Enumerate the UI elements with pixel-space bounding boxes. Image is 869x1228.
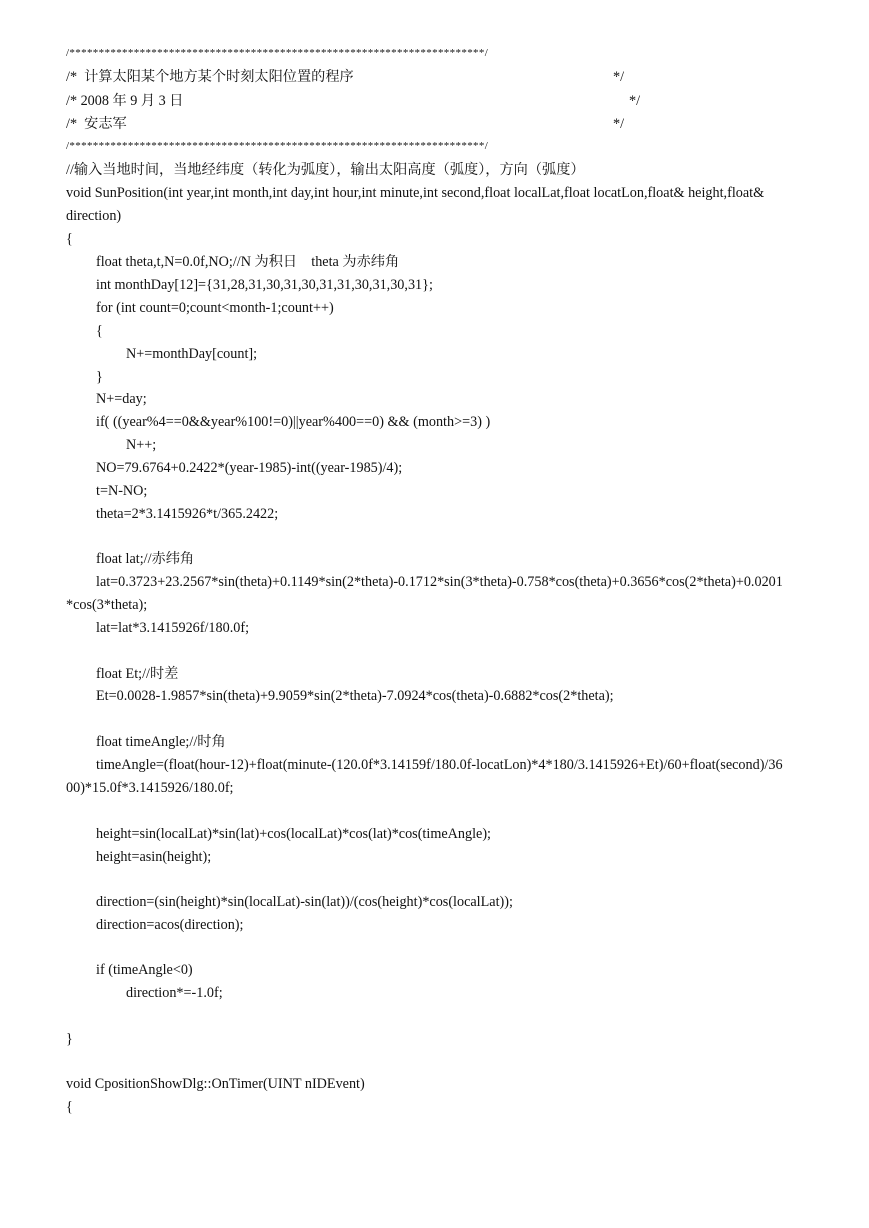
header-date-comment: /* 2008 年 9 月 3 日: [66, 93, 184, 109]
code-line-for: for (int count=0;count<month-1;count++): [96, 300, 334, 316]
code-line-direction-negate: direction*=-1.0f;: [126, 985, 223, 1001]
code-line-timeangle-decl: float timeAngle;//时角: [96, 734, 226, 750]
code-line-et-formula: Et=0.0028-1.9857*sin(theta)+9.9059*sin(2*theta)-7.0924*cos(theta)-0.6882*cos(2*theta);: [96, 688, 614, 704]
intro-comment: //输入当地时间，当地经纬度（转化为弧度），输出太阳高度（弧度），方向（弧度）: [66, 162, 585, 178]
code-line-lat-rad: lat=lat*3.1415926f/180.0f;: [96, 620, 250, 636]
code-line-t: t=N-NO;: [96, 483, 148, 499]
code-line-leap-if: if( ((year%4==0&&year%100!=0)||year%400==0) && (month>=3) ): [96, 414, 491, 430]
code-line-direction-calc: direction=(sin(height)*sin(localLat)-sin(lat))/(cos(height)*cos(localLat));: [96, 894, 513, 910]
code-line-for-open: {: [96, 323, 103, 339]
header-author-comment: /* 安志军: [66, 116, 127, 132]
function-close-brace: }: [66, 1031, 73, 1047]
code-line-timeangle-formula-cont: 00)*15.0f*3.1415926/180.0f;: [66, 780, 234, 796]
function-signature-line1: void SunPosition(int year,int month,int day,int hour,int minute,int second,float localLat,float locatLon,float& height,float&: [66, 185, 765, 201]
code-line-et-decl: float Et;//时差: [96, 666, 179, 682]
code-line-lat-formula-cont: *cos(3*theta);: [66, 597, 148, 613]
header-author-comment-end: */: [613, 116, 625, 132]
header-rule-bottom: /***********************************************************************/: [66, 140, 489, 152]
code-line-monthday: int monthDay[12]={31,28,31,30,31,30,31,31,30,31,30,31};: [96, 277, 433, 293]
function-open-brace: {: [66, 231, 73, 247]
code-line-height-calc: height=sin(localLat)*sin(lat)+cos(localLat)*cos(lat)*cos(timeAngle);: [96, 826, 491, 842]
function-signature-line2: direction): [66, 208, 122, 224]
code-line-height-asin: height=asin(height);: [96, 849, 212, 865]
code-line-decl: float theta,t,N=0.0f,NO;//N 为积日 theta 为赤纬角: [96, 254, 400, 270]
code-line-nday: N+=day;: [96, 391, 147, 407]
header-title-comment: /* 计算太阳某个地方某个时刻太阳位置的程序: [66, 69, 354, 85]
ontimer-signature: void CpositionShowDlg::OnTimer(UINT nIDEvent): [66, 1076, 365, 1092]
code-line-no: NO=79.6764+0.2422*(year-1985)-int((year-1985)/4);: [96, 460, 403, 476]
header-date-comment-end: */: [629, 93, 641, 109]
code-line-lat-decl: float lat;//赤纬角: [96, 551, 195, 567]
code-line-ninc: N++;: [126, 437, 157, 453]
header-title-comment-end: */: [613, 69, 625, 85]
header-rule-top: /***********************************************************************/: [66, 47, 489, 59]
code-line-lat-formula: lat=0.3723+23.2567*sin(theta)+0.1149*sin(2*theta)-0.1712*sin(3*theta)-0.758*cos(theta)+0.3656*cos(2*theta)+0.0201: [96, 574, 783, 590]
code-line-timeangle-formula: timeAngle=(float(hour-12)+float(minute-(120.0f*3.14159f/180.0f-locatLon)*4*180/3.1415926+Et)/60+float(second)/36: [96, 757, 783, 773]
code-line-timeangle-if: if (timeAngle<0): [96, 962, 193, 978]
code-line-for-body: N+=monthDay[count];: [126, 346, 258, 362]
code-line-for-close: }: [96, 369, 103, 385]
ontimer-open-brace: {: [66, 1099, 73, 1115]
code-line-theta: theta=2*3.1415926*t/365.2422;: [96, 506, 279, 522]
code-line-direction-acos: direction=acos(direction);: [96, 917, 244, 933]
